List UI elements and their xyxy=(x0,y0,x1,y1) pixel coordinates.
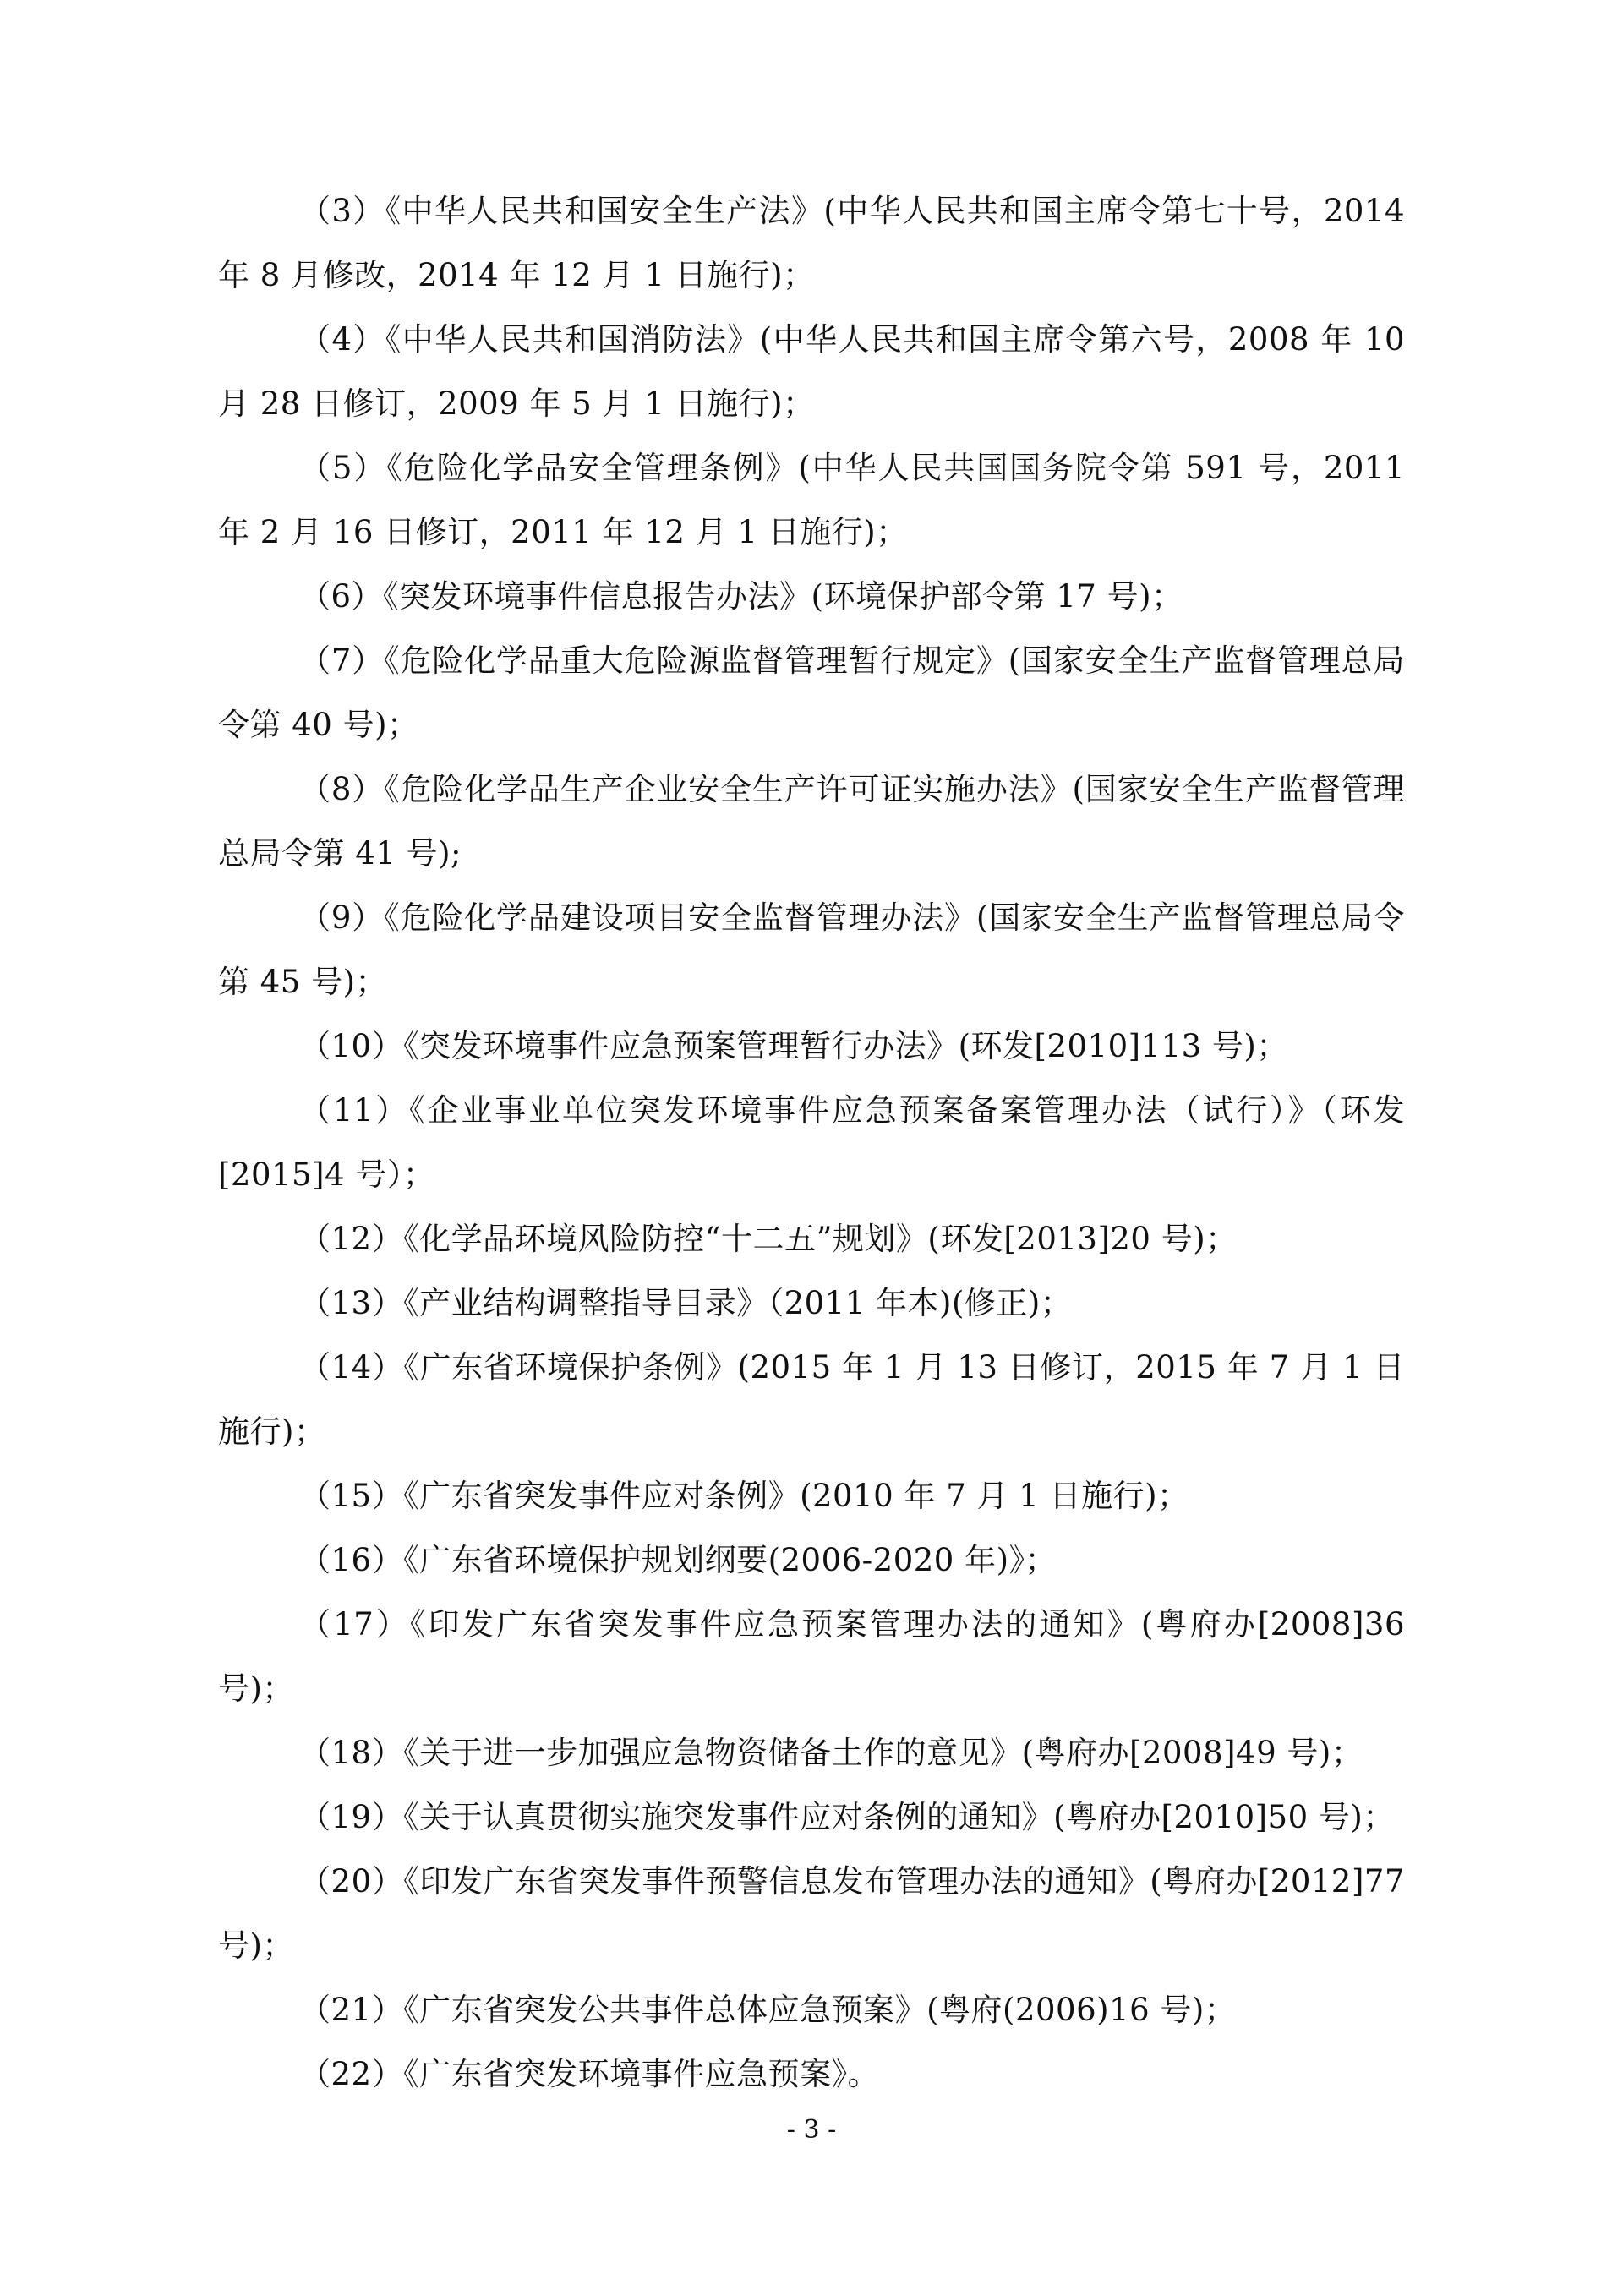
regulation-list xyxy=(218,179,1405,2107)
list-item: （15）《广东省突发事件应对条例》(2010 年 7 月 1 日施行)； xyxy=(299,1478,1189,1514)
list-item: （21）《广东省突发公共事件总体应急预案》(粤府(2006)16 号)； xyxy=(299,1992,1237,2028)
list-item: （5）《危险化学品安全管理条例》(中华人民共国国务院令第 591 号，2011 年 2 月 16 日修订，2011 年 12 月 1 日施行)； xyxy=(218,450,1405,550)
list-item: （8）《危险化学品生产企业安全生产许可证实施办法》(国家安全生产监督管理总局令第 41 号); xyxy=(218,771,1405,872)
list-item: （12）《化学品环境风险防控“十二五”规划》(环发[2013]20 号)； xyxy=(299,1221,1238,1257)
list-item: （4）《中华人民共和国消防法》(中华人民共和国主席令第六号，2008 年 10 月 28 日修订，2009 年 5 月 1 日施行)； xyxy=(218,321,1405,422)
list-item: （18）《关于进一步加强应急物资储备土作的意见》(粤府办[2008]49 号)； xyxy=(299,1735,1363,1771)
list-item: （13）《产业结构调整指导目录》（2011 年本)(修正)； xyxy=(299,1285,1073,1321)
list-item: （9）《危险化学品建设项目安全监督管理办法》(国家安全生产监督管理总局令第 45 号)； xyxy=(218,899,1405,1000)
list-item: （10）《突发环境事件应急预案管理暂行办法》(环发[2010]113 号)； xyxy=(299,1028,1288,1064)
list-item: （19）《关于认真贯彻实施突发事件应对条例的通知》(粤府办[2010]50 号)； xyxy=(299,1799,1395,1835)
list-item: （7）《危险化学品重大危险源监督管理暂行规定》(国家安全生产监督管理总局令第 40 号)； xyxy=(218,642,1405,743)
list-item: （3）《中华人民共和国安全生产法》(中华人民共和国主席令第七十号，2014 年 8 月修改，2014 年 12 月 1 日施行)； xyxy=(218,193,1405,293)
list-item: （20）《印发广东省突发事件预警信息发布管理办法的通知》(粤府办[2012]77 号)； xyxy=(218,1863,1405,1964)
list-item: （17）《印发广东省突发事件应急预案管理办法的通知》(粤府办[2008]36 号)； xyxy=(218,1606,1405,1707)
list-item: （14）《广东省环境保护条例》(2015 年 1 月 13 日修订，2015 年 7 月 1 日施行)； xyxy=(218,1349,1405,1450)
list-item: （11）《企业事业单位突发环境事件应急预案备案管理办法（试行）》（环发[2015]4 号）； xyxy=(218,1092,1405,1193)
list-item: （16）《广东省环境保护规划纲要(2006-2020 年)》； xyxy=(299,1542,1057,1578)
list-item: （22）《广东省突发环境事件应急预案》。 xyxy=(299,2056,880,2092)
list-item: （6）《突发环境事件信息报告办法》(环境保护部令第 17 号)； xyxy=(299,578,1183,615)
page-number: - 3 - xyxy=(786,2115,837,2145)
